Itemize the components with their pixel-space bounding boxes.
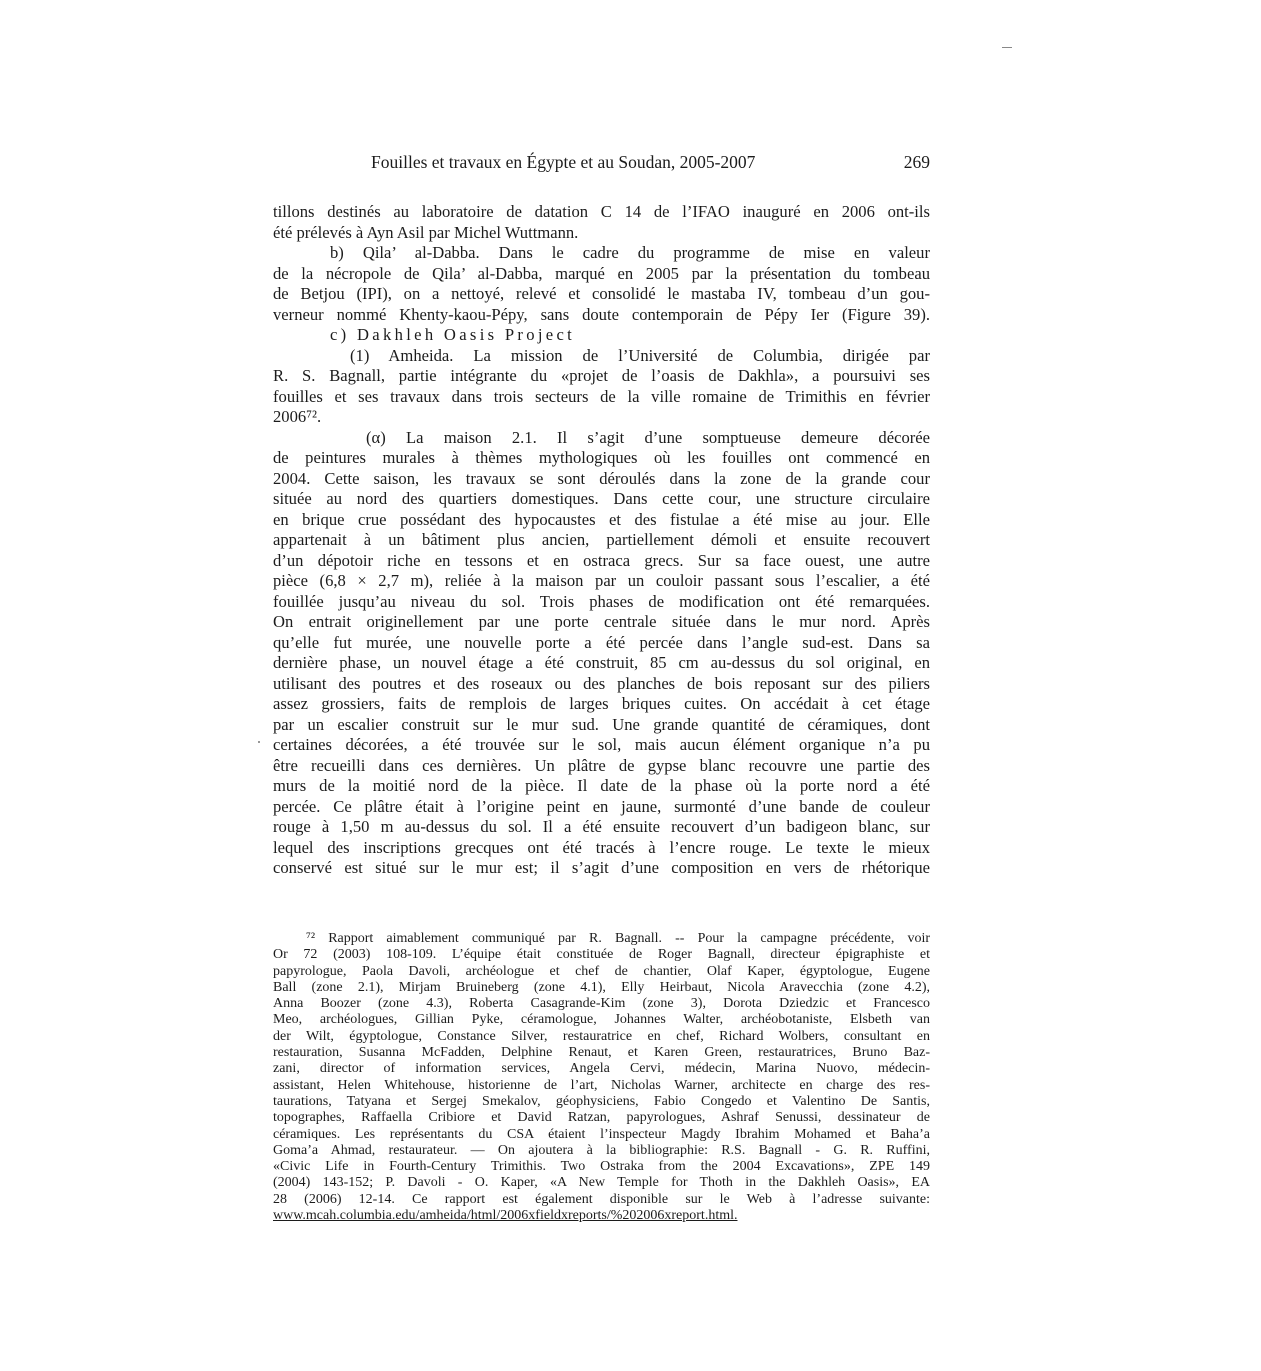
running-header	[273, 152, 930, 176]
scan-mark	[1002, 47, 1012, 48]
main-text	[273, 202, 930, 879]
body-line: de la nécropole de Qila’ al-Dabba, marqué en 2005 par la présentation du tombeau	[273, 263, 930, 283]
footnote-line: papyrologue, Paola Davoli, archéologue et chef de chantier, Olaf Kaper, égyptologue, Eugene	[273, 963, 930, 979]
footnote-line: Anna Boozer (zone 4.3), Roberta Casagrande-Kim (zone 3), Dorota Dziedzic et Francesco	[273, 996, 930, 1012]
body-line: en brique crue possédant des hypocaustes et des fistulae a été mise au jour. Elle	[273, 509, 930, 529]
footnote-line: 28 (2006) 12-14. Ce rapport est également disponible sur le Web à l’adresse suivante:	[273, 1191, 930, 1207]
footnote-line: restauration, Susanna McFadden, Delphine Renaut, et Karen Green, restauratrices, Bruno Baz-	[273, 1045, 930, 1061]
section-heading-qila-al-dabba: b) Qila’ al-Dabba. Dans le cadre du programme de mise en valeur	[330, 243, 930, 262]
body-line: pièce (6,8 × 2,7 m), reliée à la maison par un couloir passant sous l’escalier, a été	[273, 571, 930, 590]
footnote-line: assistant, Helen Whitehouse, historienne de l’art, Nicholas Warner, architecte en charge des res-	[273, 1077, 930, 1093]
body-line: dernière phase, un nouvel étage a été construit, 85 cm au-dessus du sol original, en	[273, 653, 930, 672]
body-line: située au nord des quartiers domestiques. Dans cette cour, une structure circulaire	[273, 489, 930, 508]
running-title: Fouilles et travaux en Égypte et au Soudan, 2005-2007	[371, 152, 756, 172]
scan-speck	[258, 741, 260, 743]
body-line: assez grossiers, faits de remplois de larges briques cuites. On accédait à cet étage	[273, 694, 930, 713]
footnote-url-link[interactable]: www.mcah.columbia.edu/amheida/html/2006xfieldxreports/%202006xreport.html.	[273, 1208, 738, 1224]
body-line: d’un dépotoir riche en tessons et en ostraca grecs. Sur sa face ouest, une autre	[273, 550, 930, 570]
section-heading-amheida: (1) Amheida. La mission de l’Université de Columbia, dirigée par	[350, 345, 930, 365]
footnote-line: (2004) 143-152; P. Davoli - O. Kaper, «A New Temple for Thoth in the Dakhleh Oasis», EA	[273, 1175, 930, 1191]
body-line: être recueilli dans ces dernières. Un plâtre de gypse blanc recouvre une partie des	[273, 755, 930, 775]
body-line: fouillée jusqu’au niveau du sol. Trois phases de modification ont été remarquées.	[273, 591, 930, 611]
body-line: par un escalier construit sur le mur sud. Une grande quantité de céramiques, dont	[273, 714, 930, 734]
page-number: 269	[903, 152, 930, 172]
footnote-line: Or 72 (2003) 108-109. L’équipe était constituée de Roger Bagnall, directeur épigraphiste et	[273, 947, 930, 963]
body-line: lequel des inscriptions grecques ont été tracés à l’encre rouge. Le texte le mieux	[273, 837, 930, 857]
body-line: 2004. Cette saison, les travaux se sont déroulés dans la zone de la grande cour	[273, 468, 930, 488]
body-line: utilisant des poutres et des roseaux ou des planches de bois reposant sur des piliers	[273, 673, 930, 693]
footnote-line: topographes, Raffaella Cribiore et David Ratzan, papyrologues, Ashraf Senussi, dessinateur de	[273, 1110, 930, 1126]
footnote-line: céramiques. Les représentants du CSA étaient l’inspecteur Magdy Ibrahim Mohamed et Baha’a	[273, 1126, 930, 1142]
footnotes	[273, 931, 930, 1224]
body-line: murs de la moitié nord de la pièce. Il date de la phase où la porte nord a été	[273, 776, 930, 795]
body-line-footnote-ref: 2006⁷².	[273, 407, 322, 426]
body-line: certaines décorées, a été trouvée sur le sol, mais aucun élément organique n’a pu	[273, 735, 930, 754]
body-line: tillons destinés au laboratoire de datation C 14 de l’IFAO inauguré en 2006 ont-ils	[273, 202, 930, 221]
body-line: percée. Ce plâtre était à l’origine peint en jaune, surmonté d’une bande de couleur	[273, 796, 930, 816]
footnote-72: ⁷² Rapport aimablement communiqué par R. Bagnall. -- Pour la campagne précédente, voir	[306, 931, 930, 946]
footnote-line: taurations, Tatyana et Sergej Smekalov, géophysiciens, Fabio Congedo et Valentino De Santis,	[273, 1093, 930, 1109]
body-line: qu’elle fut murée, une nouvelle porte a été percée dans l’angle sud-est. Dans sa	[273, 632, 930, 652]
body-line: de Betjou (IPI), on a nettoyé, relevé et consolidé le mastaba IV, tombeau d’un gou-	[273, 284, 930, 303]
body-line: de peintures murales à thèmes mythologiques où les fouilles ont commencé en	[273, 448, 930, 467]
body-line: été prélevés à Ayn Asil par Michel Wuttmann.	[273, 222, 579, 242]
section-heading-dakhleh-oasis-project: c) Dakhleh Oasis Project	[330, 325, 576, 344]
footnote-line: der Wilt, égyptologue, Constance Silver, restauratrice en chef, Richard Wolbers, consultant en	[273, 1028, 930, 1044]
section-heading-maison-2-1: (α) La maison 2.1. Il s’agit d’une somptueuse demeure décorée	[366, 427, 930, 447]
body-line: On entrait originellement par une porte centrale située dans le mur nord. Après	[273, 612, 930, 631]
body-line: conservé est situé sur le mur est; il s’agit d’une composition en vers de rhétorique	[273, 858, 930, 877]
body-line: rouge à 1,50 m au-dessus du sol. Il a été ensuite recouvert d’un badigeon blanc, sur	[273, 817, 930, 836]
body-line: verneur nommé Khenty-kaou-Pépy, sans doute contemporain de Pépy Ier (Figure 39).	[273, 304, 930, 324]
footnote-line: zani, director of information services, Angela Cervi, médecin, Marina Nuovo, médecin-	[273, 1061, 930, 1077]
footnote-line: Meo, archéologues, Gillian Pyke, céramologue, Johannes Walter, archéobotaniste, Elsbeth van	[273, 1012, 930, 1028]
footnote-line: Goma’a Ahmad, restaurateur. — On ajoutera à la bibliographie: R.S. Bagnall - G. R. Ruffini,	[273, 1142, 930, 1158]
footnote-line: «Civic Life in Fourth-Century Trimithis. Two Ostraka from the 2004 Excavations», ZPE 149	[273, 1159, 930, 1175]
body-line: R. S. Bagnall, partie intégrante du «projet de l’oasis de Dakhla», a poursuivi ses	[273, 366, 930, 385]
body-line: fouilles et ses travaux dans trois secteurs de la ville romaine de Trimithis en février	[273, 386, 930, 406]
footnote-line: Ball (zone 2.1), Mirjam Bruineberg (zone 4.1), Elly Heirbaut, Nicola Aravecchia (zone 4.2),	[273, 979, 930, 995]
body-line: appartenait à un bâtiment plus ancien, partiellement démoli et ensuite recouvert	[273, 530, 930, 549]
